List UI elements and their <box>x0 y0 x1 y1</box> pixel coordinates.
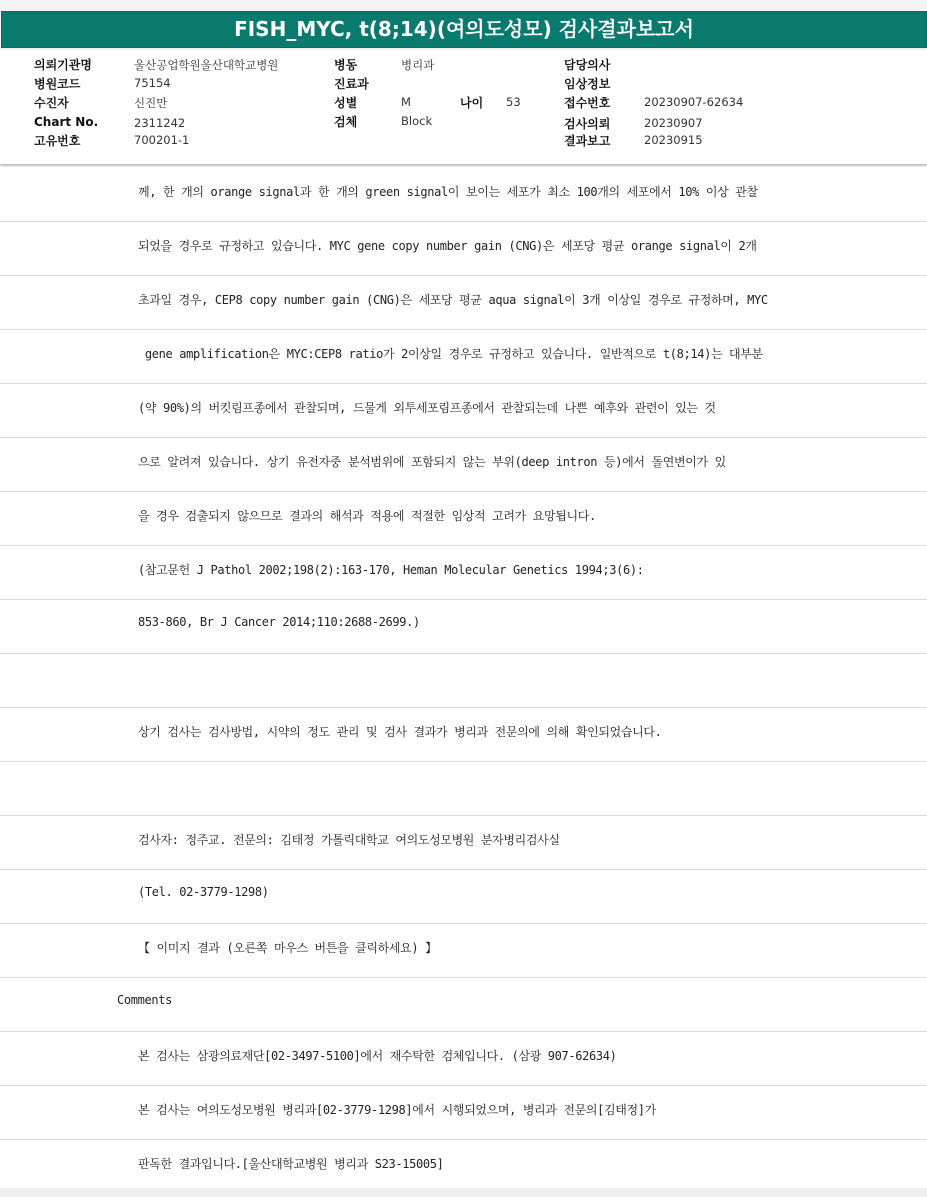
report-line-text: (참고문헌 J Pathol 2002;198(2):163-170, Heman Molecular Genetics 1994;3(6): <box>138 563 644 577</box>
report-line <box>0 707 927 762</box>
comment-line-text: 판독한 결과입니다.[울산대학교병원 병리과 S23-15005] <box>138 1157 444 1171</box>
patient-info-header <box>0 50 927 165</box>
report-line-text: (Tel. 02-3779-1298) <box>138 885 269 899</box>
doctor-label: 담당의사 <box>564 58 611 72</box>
report-line <box>0 815 927 870</box>
chart-no-value: 2311242 <box>134 116 186 130</box>
department-label: 진료과 <box>334 77 369 91</box>
report-body <box>0 167 927 1189</box>
ward-value: 병리과 <box>401 58 435 72</box>
report-line-text: 을 경우 검출되지 않으므로 결과의 해석과 적용에 적절한 임상적 고려가 요망됩니다. <box>138 509 596 523</box>
report-line-text: gene amplification은 MYC:CEP8 ratio가 2이상일 경우로 규정하고 있습니다. 일반적으로 t(8;14)는 대부분 <box>138 347 763 361</box>
ward-label: 병동 <box>334 58 358 72</box>
report-title: FISH_MYC, t(8;14)(여의도성모) 검사결과보고서 <box>1 11 927 48</box>
image-result-link[interactable]: 【 이미지 결과 (오른쪽 마우스 버튼을 클릭하세요) 】 <box>138 941 437 955</box>
report-line-text: (약 90%)의 버킷림프종에서 관찰되며, 드물게 외투세포림프종에서 관찰되는데 나쁜 예후와 관련이 있는 것 <box>138 401 716 415</box>
report-line-text: 853-860, Br J Cancer 2014;110:2688-2699.) <box>138 615 420 629</box>
comment-line-text: 본 검사는 여의도성모병원 병리과[02-3779-1298]에서 시행되었으며, 병리과 전문의[김태정]가 <box>138 1103 656 1117</box>
accession-label: 접수번호 <box>564 96 611 110</box>
specimen-label: 검체 <box>334 115 358 129</box>
age-value: 53 <box>506 95 521 109</box>
specimen-value: Block <box>401 114 433 128</box>
comment-line <box>0 1085 927 1140</box>
report-line <box>0 599 927 654</box>
report-line <box>0 437 927 492</box>
report-line <box>0 653 927 708</box>
patient-value: 신진만 <box>134 96 168 110</box>
unique-id-label: 고유번호 <box>34 134 81 148</box>
report-line <box>0 545 927 600</box>
report-line-text: 으로 알려져 있습니다. 상기 유전자중 분석범위에 포함되지 않는 부위(deep intron 등)에서 돌연변이가 있 <box>138 455 726 469</box>
report-line <box>0 491 927 546</box>
report-line-text: 검사자: 정주교. 전문의: 김태정 가톨릭대학교 여의도성모병원 분자병리검사실 <box>138 833 560 847</box>
hospital-code-label: 병원코드 <box>34 77 81 91</box>
sex-value: M <box>401 95 411 109</box>
comments-heading: Comments <box>117 993 172 1007</box>
age-label: 나이 <box>460 96 484 110</box>
chart-no-label: Chart No. <box>34 115 99 129</box>
image-result-line[interactable] <box>0 923 927 978</box>
comment-line <box>0 1031 927 1086</box>
report-line-text: 되었을 경우로 규정하고 있습니다. MYC gene copy number gain (CNG)은 세포당 평균 orange signal이 2개 <box>138 239 757 253</box>
report-line-text: 께, 한 개의 orange signal과 한 개의 green signal이 보이는 세포가 최소 100개의 세포에서 10% 이상 관찰 <box>138 185 758 199</box>
report-date-label: 결과보고 <box>564 134 611 148</box>
hospital-code-value: 75154 <box>134 76 171 90</box>
report-line <box>0 275 927 330</box>
report-line <box>0 167 927 222</box>
comments-heading-row <box>0 977 927 1032</box>
patient-label: 수진자 <box>34 96 69 110</box>
report-line <box>0 329 927 384</box>
request-date-label: 검사의뢰 <box>564 117 611 131</box>
unique-id-value: 700201-1 <box>134 133 190 147</box>
institution-label: 의뢰기관명 <box>34 58 92 72</box>
clinical-info-label: 임상정보 <box>564 77 611 91</box>
report-line-text: 상기 검사는 검사방법, 시약의 정도 관리 및 검사 결과가 병리과 전문의에 의해 확인되었습니다. <box>138 725 662 739</box>
bottom-edge <box>0 1188 927 1197</box>
report-line <box>0 761 927 816</box>
report-line <box>0 221 927 276</box>
request-date-value: 20230907 <box>644 116 703 130</box>
sex-label: 성별 <box>334 96 358 110</box>
comment-line-text: 본 검사는 삼광의료재단[02-3497-5100]에서 재수탁한 검체입니다. (삼광 907-62634) <box>138 1049 617 1063</box>
report-line-text: 초과일 경우, CEP8 copy number gain (CNG)은 세포당 평균 aqua signal이 3개 이상일 경우로 규정하며, MYC <box>138 293 768 307</box>
report-line <box>0 383 927 438</box>
institution-value: 울산공업학원울산대학교병원 <box>134 58 279 72</box>
report-date-value: 20230915 <box>644 133 703 147</box>
accession-value: 20230907-62634 <box>644 95 744 109</box>
comment-line <box>0 1139 927 1189</box>
report-line <box>0 869 927 924</box>
